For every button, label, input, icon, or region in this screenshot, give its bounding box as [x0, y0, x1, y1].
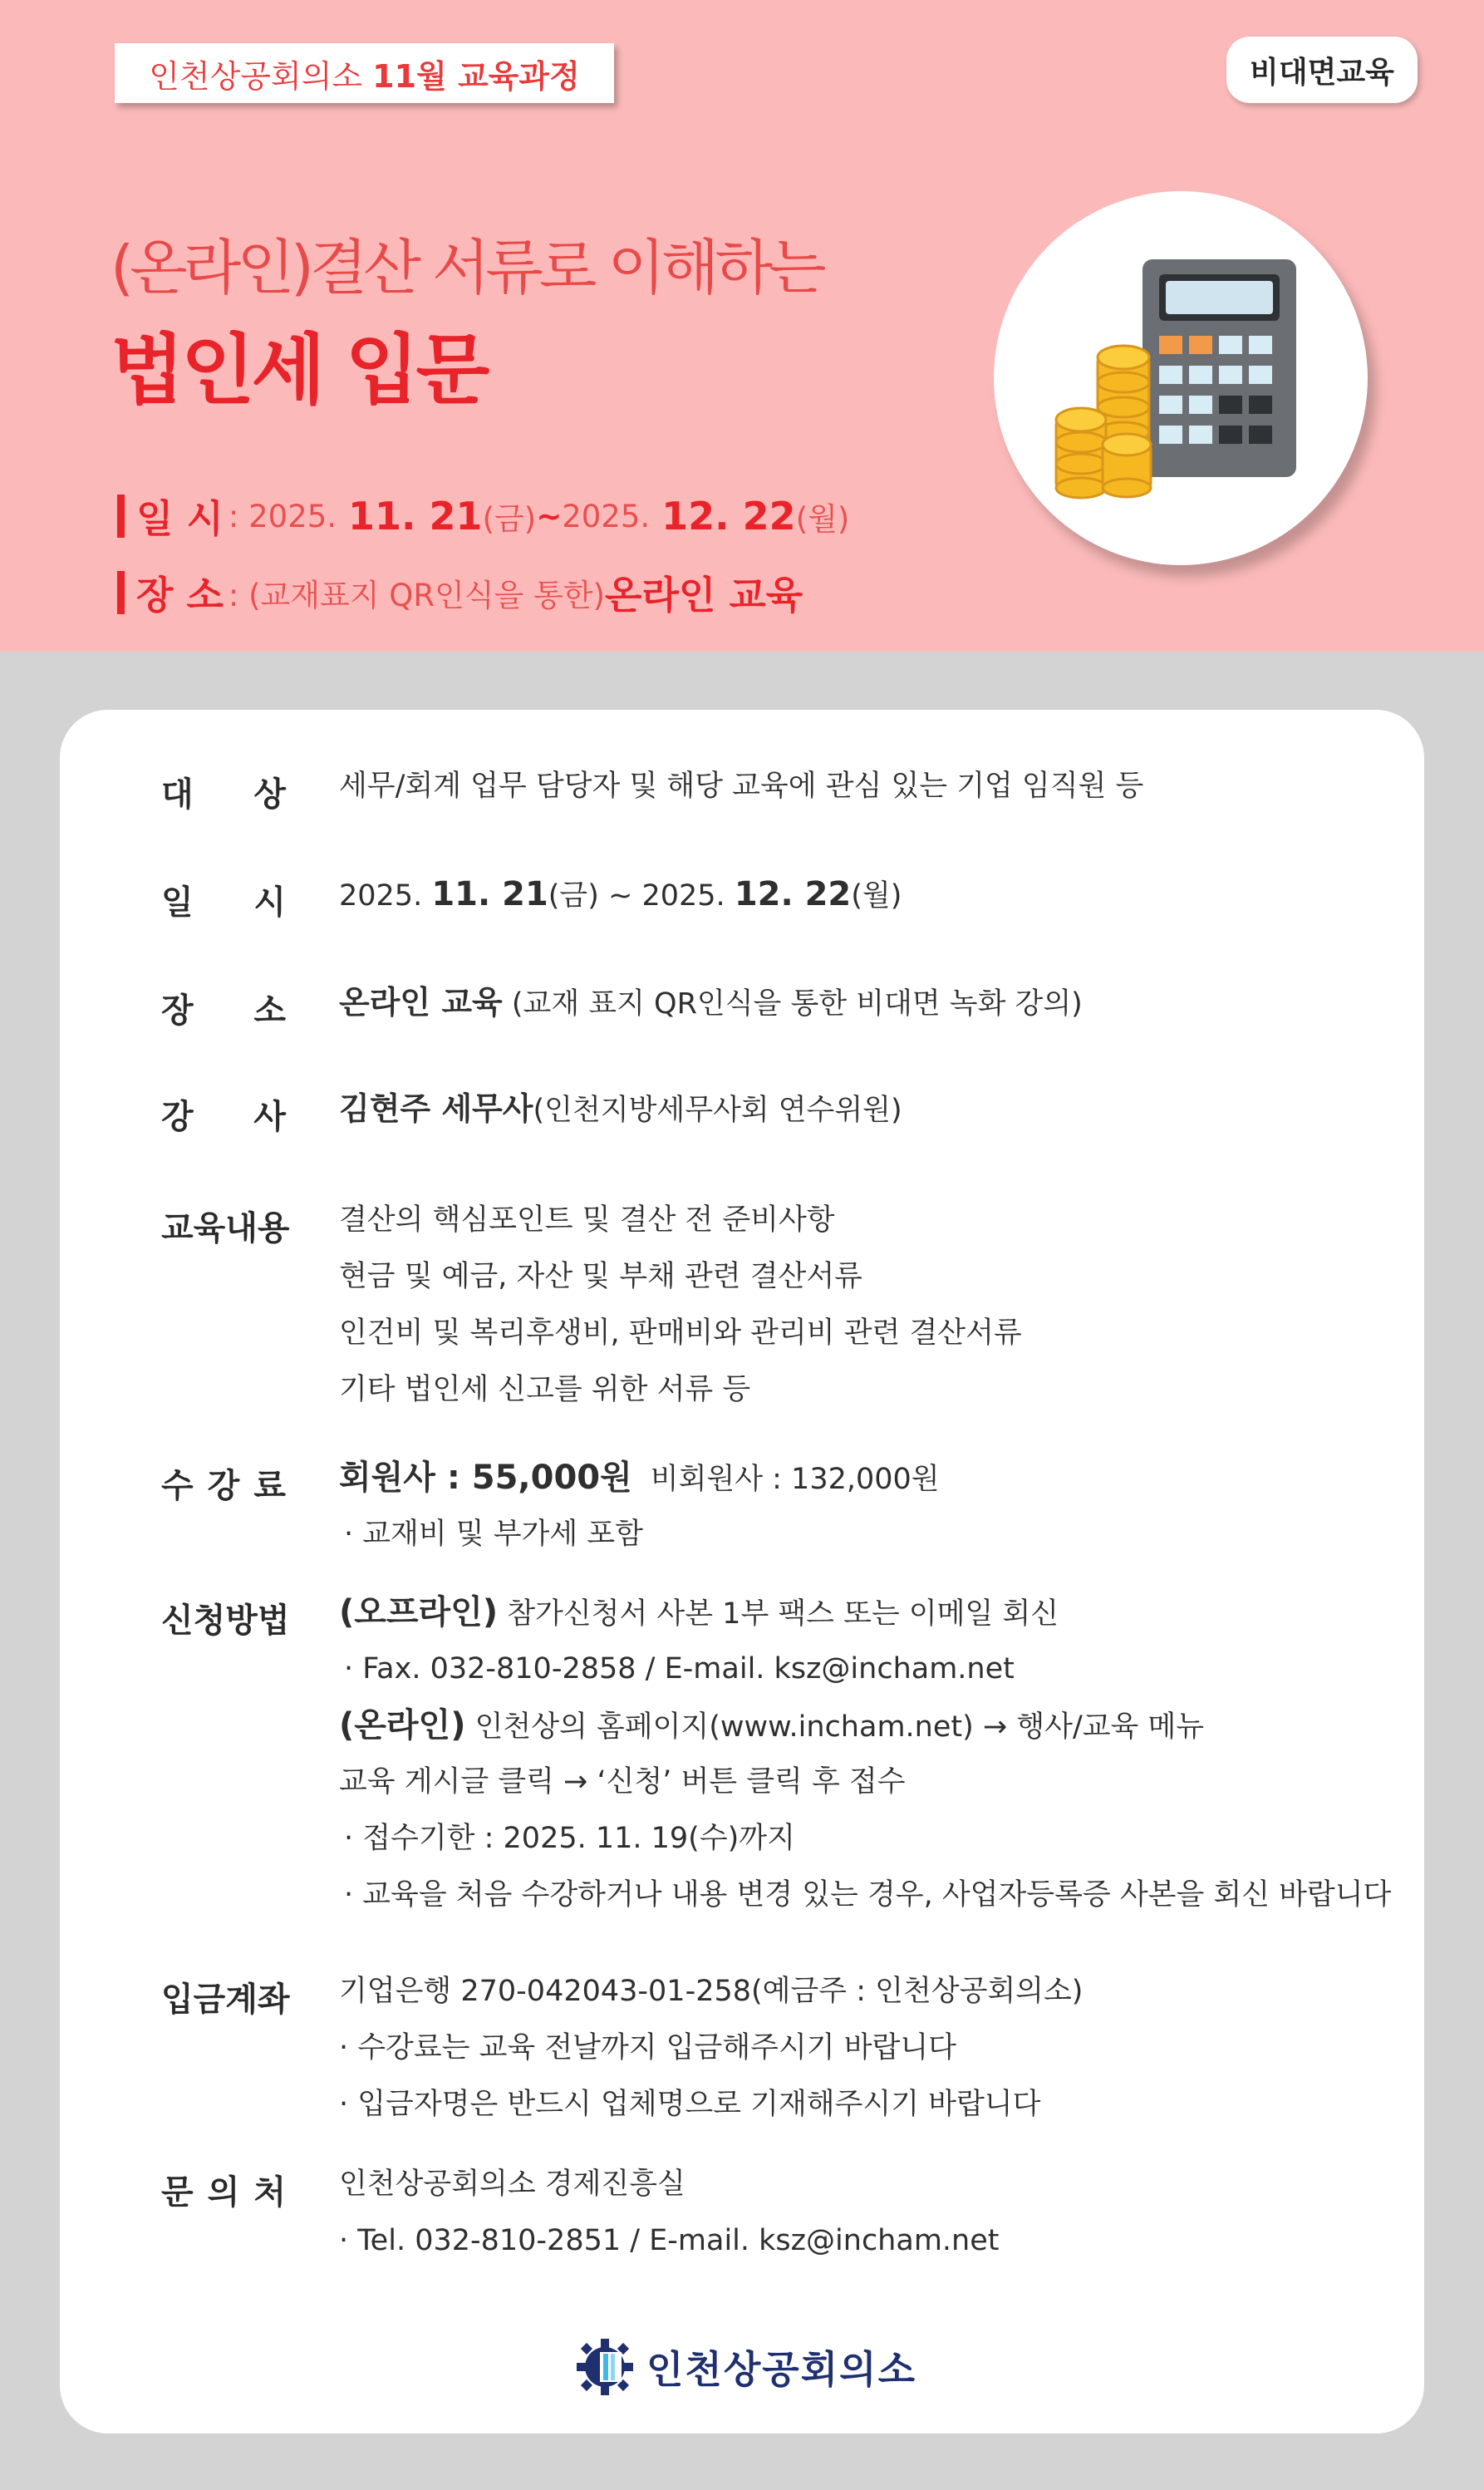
member-fee: 회원사 : 55,000원: [339, 1459, 632, 1497]
apply-label: 신청방법: [161, 1602, 290, 1640]
fee-note: · 교재비 및 부가세 포함: [344, 1518, 643, 1551]
list-item: 기타 법인세 신고를 위한 서류 등: [339, 1373, 751, 1406]
list-item: 결산의 핵심포인트 및 결산 전 준비사항: [339, 1203, 835, 1237]
course-subtitle: (온라인)결산 서류로 이해하는: [111, 233, 823, 303]
header-banner: [0, 0, 1484, 652]
contact-value: [339, 2156, 999, 2269]
list-item: 인건비 및 복리후생비, 판매비와 관리비 관련 결산서류: [339, 1316, 1022, 1350]
header-date-label: 일 시: [136, 496, 224, 541]
target-label: 대 상: [161, 775, 286, 814]
lecturer-value: 김현주 세무사(인천지방세무사회 연수위원): [339, 1090, 902, 1127]
place-label: 장 소: [161, 992, 286, 1030]
lecturer-label: 강 사: [161, 1098, 286, 1136]
list-item: · Tel. 032-810-2851 / E-mail. ksz@incham.net: [339, 2224, 1000, 2257]
list-item: · 수강료는 교육 전날까지 입금해주시기 바랍니다: [339, 2031, 956, 2064]
gear-logo-icon: [575, 2337, 635, 2397]
list-item: 인천상공회의소 경제진흥실: [339, 2168, 685, 2201]
deadline: · 접수기한 : 2025. 11. 19(수)까지: [344, 1822, 795, 1855]
target-value: 세무/회계 업무 담당자 및 해당 교육에 관심 있는 기업 임직원 등: [339, 770, 1144, 803]
accent-bar: [117, 495, 125, 538]
content-value: [339, 1192, 1022, 1418]
calculator-coins-icon: [1051, 249, 1350, 515]
list-item: 현금 및 예금, 자산 및 부채 관련 결산서류: [339, 1260, 862, 1293]
account-value: [339, 1963, 1083, 2133]
contact-label: 문 의 처: [161, 2173, 286, 2212]
chamber-logo: [575, 2337, 916, 2397]
course-tag-month: 11월 교육과정: [372, 57, 580, 95]
online-badge: 비대면교육: [1226, 37, 1418, 103]
header-date-row: 일 시 : 2025. 11. 21 (금) ~ 2025. 12. 22 (월): [117, 489, 849, 544]
course-title: 법인세 입문: [111, 326, 487, 415]
apply-value: (오프라인) 참가신청서 사본 1부 팩스 또는 이메일 회신 · Fax. 032-810-2858 / E-mail. ksz@incham.net (온라인) 인천상의 홈페이지(www.incham.net) → 행사/교육 메뉴 교육 게시글 클릭 → ‘신청’ 버튼 클릭 후 접수 · 접수기한 : 2025. 11. 19(수)까지 · 교육을 처음 수강하거나 내용 변경 있는 경우, 사업자등록증 사본을 회신 바랍니다: [339, 1584, 1391, 1923]
course-details-card: [60, 710, 1424, 2433]
logo-text: 인천상공회의소: [646, 2347, 917, 2392]
course-tag-org: 인천상공회의소: [149, 57, 363, 95]
header-place-label: 장 소: [136, 573, 224, 618]
list-item: 기업은행 270-042043-01-258(예금주 : 인천상공회의소): [339, 1975, 1084, 2008]
date-label: 일 시: [161, 883, 286, 922]
offline-contact: · Fax. 032-810-2858 / E-mail. ksz@incham.net: [344, 1652, 1015, 1685]
account-label: 입금계좌: [161, 1981, 290, 2019]
notice: · 교육을 처음 수강하거나 내용 변경 있는 경우, 사업자등록증 사본을 회신 바랍니다: [344, 1878, 1392, 1912]
list-item: · 입금자명은 반드시 업체명으로 기재해주시기 바랍니다: [339, 2088, 1041, 2121]
header-place-row: 장 소 : (교재표지 QR인식을 통한) 온라인 교육: [117, 565, 803, 620]
course-tag: [115, 43, 614, 103]
nonmember-fee: 비회원사 : 132,000원: [650, 1463, 940, 1496]
accent-bar: [117, 571, 125, 614]
place-value: 온라인 교육 (교재 표지 QR인식을 통한 비대면 녹화 강의): [339, 984, 1083, 1021]
fee-value: [339, 1449, 940, 1562]
content-label: 교육내용: [161, 1209, 290, 1247]
fee-label: 수 강 료: [161, 1467, 286, 1505]
date-value: 2025. 11. 21(금) ~ 2025. 12. 22(월): [339, 875, 902, 913]
